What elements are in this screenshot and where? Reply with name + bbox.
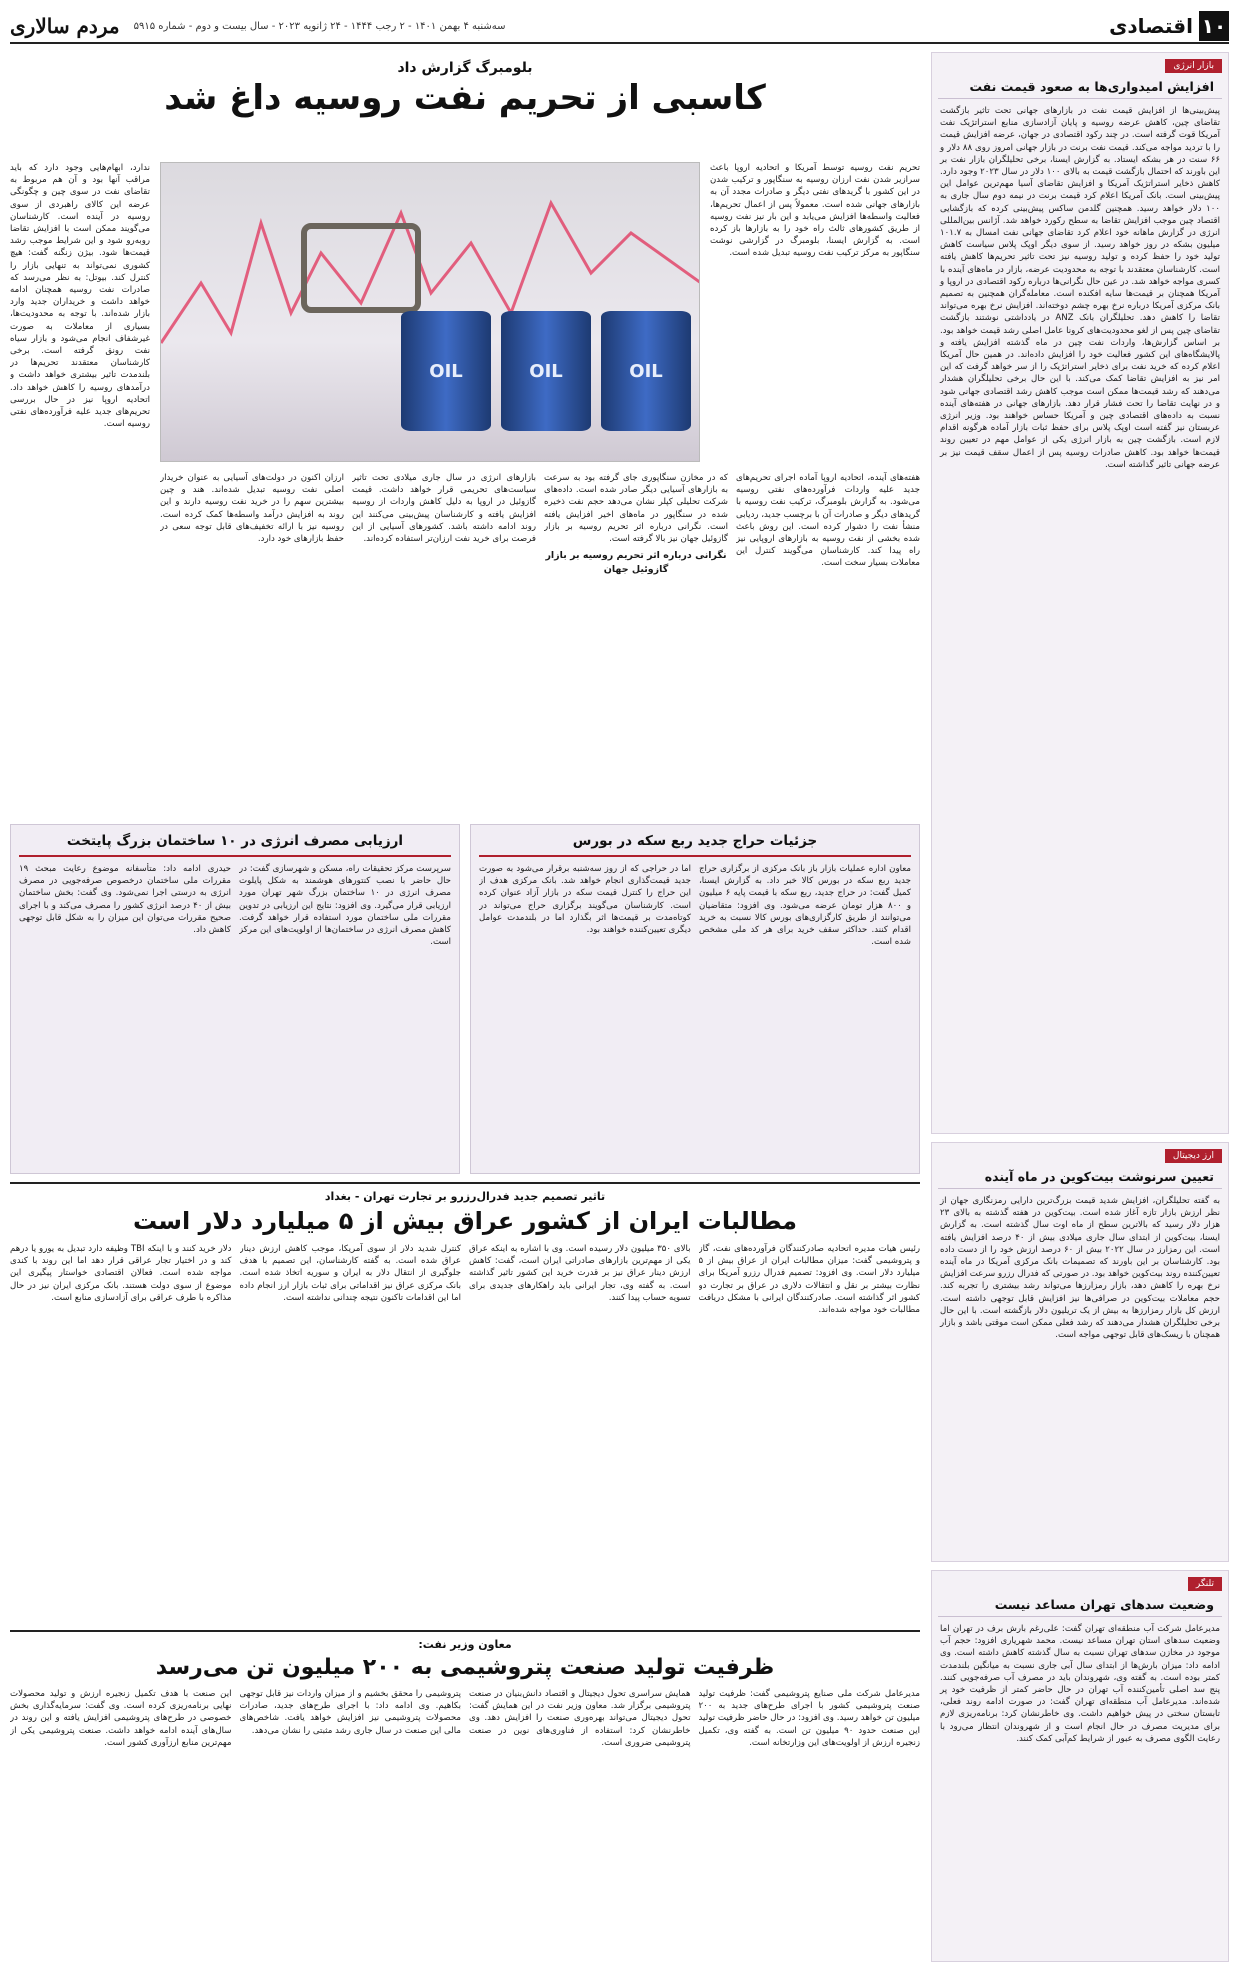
story-kicker: معاون وزیر نفت: (418, 1638, 512, 1651)
story-column: پتروشیمی را محقق بخشیم و از میزان واردات نیز قابل توجهی بکاهیم. وی ادامه داد: با اجرای طرح‌های جدید، صادرات محصولات پتروشیمی نیز افزایش خواهد یافت. شاخص‌های مالی این صنعت در سال جاری رشد مثبتی را نشان می‌دهد. (239, 1689, 461, 1736)
article-title: وضعیت سدهای تهران مساعد نیست (938, 1591, 1222, 1617)
barrel: OIL (401, 311, 491, 431)
lead-subhead: نگرانی درباره اثر تحریم روسیه بر بازار گازوئیل جهان (545, 550, 727, 575)
box-column: معاون اداره عملیات بازار باز بانک مرکزی از برگزاری حراج جدید ربع سکه در بورس کالا خبر داد. به گزارش ایسنا، کمیل گفت: در حراج جدید، ربع سکه با قیمت پایه ۶ میلیون و ۸۰۰ هزار تومان عرضه می‌شود. وی افزود: متقاضیان می‌توانند از طریق کارگزاری‌های بورس کالا نسبت به خرید اقدام کنند. حداکثر سقف خرید برای هر کد ملی مشخص شده است. (699, 864, 911, 948)
bitcoin-article (931, 1142, 1229, 1562)
lead-bottom-column-text: که در مخازن سنگاپوری جای گرفته بود به سرعت به بازارهای آسیایی دیگر صادر شده است. داده‌های شرکت تحلیلی کپلر نشان می‌دهد حجم نفت ذخیره شده در سنگاپور در ماه‌های اخیر افزایش یافته است. نگرانی درباره اثر تحریم روسیه بر بازار گازوئیل جهان نیز بالا گرفته است. (544, 473, 728, 545)
story-column: رئیس هیات مدیره اتحادیه صادرکنندگان فرآورده‌های نفت، گاز و پتروشیمی گفت: میزان مطالبات ایران از عراق بیش از ۵ میلیارد دلار است. وی افزود: تصمیم فدرال رزرو آمریکا برای نظارت بیشتر بر نقل و انتقالات دلاری در عراق بر تجارت دو کشور اثر گذاشته است. صادرکنندگان ایرانی با مشکل دریافت مطالبات خود مواجه شده‌اند. (698, 1244, 920, 1316)
section-tag: ارز دیجیتال (1165, 1149, 1222, 1163)
section-tag: بازار انرژی (1165, 59, 1222, 73)
newspaper-name: مردم سالاری (10, 14, 120, 38)
story-column: این صنعت با هدف تکمیل زنجیره ارزش و تولید محصولات نهایی برنامه‌ریزی کرده است. وی گفت: سرمایه‌گذاری بخش خصوصی در طرح‌های پتروشیمی افزایش یافته و این روند در سال‌های آینده ادامه خواهد داشت. صنعت پتروشیمی یکی از مهم‌ترین منابع ارزآوری کشور است. (10, 1689, 232, 1748)
article-body: مدیرعامل شرکت آب منطقه‌ای تهران گفت: علی‌رغم بارش برف در تهران اما وضعیت سدهای استان تهران مساعد نیست. محمد شهریاری افزود: حجم آب موجود در مخازن سدهای تهران نسبت به سال گذشته کاهش داشته است. وی ادامه داد: میزان بارش‌ها از ابتدای سال آبی جاری نسبت به میانگین بلندمدت کمتر بوده است. به گفته وی، شهروندان باید در مصرف آب صرفه‌جویی کنند. پنج سد اصلی تأمین‌کننده آب تهران در حال حاضر کمتر از ظرفیت خود پر شده‌اند. مدیرعامل آب منطقه‌ای تهران گفت: در صورت ادامه روند فعلی، تابستان سختی در پیش خواهیم داشت. وی خاطرنشان کرد: برنامه‌ریزی لازم برای مدیریت مصرف در حال انجام است و از شهروندان انتظار می‌رود با رعایت الگوی مصرف به عبور از شرایط کم‌آبی کمک کنند. (940, 1624, 1220, 1744)
lead-bottom-column: هفته‌های آینده، اتحادیه اروپا آماده اجرای تحریم‌های جدید علیه واردات فرآورده‌های نفتی روسیه می‌شود. به گزارش بلومبرگ، ترکیب نفت روسیه با گریدهای دیگر و صادرات آن با برچسب جدید، ردیابی منشأ نفت را دشوار کرده است. این روش باعث شده بخشی از نفت روسیه به بازارهای اروپایی نیز راه پیدا کند. کارشناسان می‌گویند کنترل این معاملات بسیار سخت است. (736, 473, 920, 569)
oil-barrels-photo (160, 162, 700, 462)
story-column: همایش سراسری تحول دیجیتال و اقتصاد دانش‌بنیان در صنعت پتروشیمی برگزار شد. معاون وزیر نفت در این همایش گفت: تحول دیجیتال می‌تواند بهره‌وری صنعت را افزایش دهد. وی خاطرنشان کرد: استفاده از فناوری‌های نوین در صنعت پتروشیمی ضروری است. (469, 1689, 691, 1748)
lead-story (10, 52, 920, 812)
boxed-stories (10, 824, 920, 1174)
article-title: تعیین سرنوشت بیت‌کوین در ماه آینده (938, 1163, 1222, 1189)
coin-auction-box (470, 824, 920, 1174)
lead-bottom-column: ارزان اکنون در دولت‌های آسیایی به عنوان خریدار اصلی نفت روسیه تبدیل شده‌اند. هند و چین بیشترین سهم را در خرید نفت روسیه دارند و این روند به افزایش درآمد واسطه‌ها کمک کرده است. روسیه نیز با ارائه تخفیف‌های قابل توجه سعی در حفظ بازارهای خود دارد. (160, 473, 344, 545)
page-number: ۱۰ (1199, 11, 1229, 41)
dateline: سه‌شنبه ۴ بهمن ۱۴۰۱ - ۲ رجب ۱۴۴۴ - ۲۴ ژانویه ۲۰۲۳ - سال بیست و دوم - شماره ۵۹۱۵ (133, 20, 506, 32)
lead-column-right: تحریم نفت روسیه توسط آمریکا و اتحادیه اروپا باعث سرازیر شدن نفت ارزان روسیه به سنگاپور و ترکیب شدن در این کشور با گریدهای نفتی دیگر و صادرات مجدد آن به بازارهای جهانی شده است. معمولاً پس از اعمال تحریم‌ها، فعالیت واسطه‌ها افزایش می‌یابد و این بار نیز نفت روسیه از طریق کشورهای ثالث راه خود را به بازارها باز کرده است. به گزارش ایسنا، بلومبرگ در گزارشی نوشت سنگاپور به مرکز ترکیب نفت روسیه تبدیل شده است. (710, 163, 920, 259)
article-body: به گفته تحلیلگران، افزایش شدید قیمت بزرگ‌ترین دارایی رمزنگاری جهان از نظر ارزش بازار تازه آغاز شده است. بیت‌کوین در هفته گذشته به بالای ۲۳ هزار دلار رسید که بالاترین سطح از ماه اوت سال گذشته است. به گزارش ایسنا، بیت‌کوین از ابتدای سال جاری میلادی بیش از ۴۰ درصد افزایش یافته است. این رمزارز در سال ۲۰۲۲ بیش از ۶۰ درصد ارزش خود را از دست داده بود. کارشناسان بر این باورند که تصمیمات بانک مرکزی آمریکا در ماه آینده تعیین‌کننده روند بیت‌کوین خواهد بود. در صورتی که فدرال رزرو سرعت افزایش نرخ بهره را کاهش دهد، بازار رمزارزها می‌تواند رشد بیشتری را تجربه کند. حجم معاملات بیت‌کوین در صرافی‌ها نیز افزایش قابل توجهی داشته است. ارزش کل بازار رمزارزها به بیش از یک تریلیون دلار بازگشته است. با این حال برخی تحلیلگران هشدار می‌دهند که رشد فعلی ممکن است موقتی باشد و بازار همچنان با ریسک‌های قابل توجهی مواجه است. (940, 1196, 1220, 1341)
story-column: دلار خرید کنند و با اینکه TBI وظیفه دارد تبدیل به یورو یا درهم کند و در اختیار تجار عراقی قرار دهد اما این روند با کندی مواجه شده است. فعالان اقتصادی خواستار پیگیری این موضوع از سوی دولت هستند. بانک مرکزی ایران نیز در حال مذاکره با طرف عراقی برای آزادسازی منابع است. (10, 1244, 232, 1303)
petrochemical-story (10, 1630, 920, 1970)
story-headline: مطالبات ایران از کشور عراق بیش از ۵ میلیارد دلار است (133, 1207, 797, 1235)
oil-price-article (931, 52, 1229, 1134)
lead-column-left: ندارد، ابهام‌هایی وجود دارد که باید مراقب آنها بود و آن هم مربوط به تقاضای نفت در سوی چین و چگونگی عرضه این کالای راهبردی از سوی روسیه در آینده است. کارشناسان می‌گویند ممکن است با افزایش تقاضا روبه‌رو شود و این شرایط موجب رشد قیمت‌ها شود. بیژن زنگنه گفت: هیچ کشوری نمی‌تواند به تنهایی بازار را کنترل کند. بیوتل: به نظر می‌رسد که صادرات نفت روسیه همچنان ادامه خواهد داشت و خریداران جدید وارد بازار شده‌اند. با توجه به محدودیت‌ها، بسیاری از معاملات به صورت غیرشفاف انجام می‌شود و بازار سیاه نفت رونق گرفته است. برخی کارشناسان معتقدند تحریم‌ها در بلندمدت تاثیر بیشتری خواهد داشت و درآمدهای روسیه را کاهش خواهد داد. اتحادیه اروپا نیز در حال بررسی تحریم‌های جدید علیه فرآورده‌های نفتی روسیه است. (10, 163, 150, 430)
box-title: ارزیابی مصرف انرژی در ۱۰ ساختمان بزرگ پایتخت (19, 833, 451, 857)
barrel: OIL (501, 311, 591, 431)
lead-bottom-column: بازارهای انرژی در سال جاری میلادی تحت تاثیر سیاست‌های تحریمی قرار خواهد داشت. قیمت گازوئیل در اروپا به دلیل کاهش واردات از روسیه افزایش یافته و کارشناسان پیش‌بینی می‌کنند این روند ادامه داشته باشد. کشورهای آسیایی از این فرصت برای خرید نفت ارزان‌تر استفاده کرده‌اند. (352, 473, 536, 545)
story-column: کنترل شدید دلار از سوی آمریکا، موجب کاهش ارزش دینار عراق شده است. به گفته کارشناسان، این تصمیم با هدف جلوگیری از انتقال دلار به ایران و سوریه اتخاذ شده است. بانک مرکزی عراق نیز اقداماتی برای ثبات بازار ارز انجام داده اما این اقدامات تاکنون نتیجه چندانی نداشته است. (239, 1244, 461, 1303)
lead-headline: کاسبی از تحریم نفت روسیه داغ شد (164, 78, 766, 118)
box-column: سرپرست مرکز تحقیقات راه، مسکن و شهرسازی گفت: در حال حاضر با نصب کنتورهای هوشمند به شکل پایلوت مصرف انرژی در ۱۰ ساختمان بزرگ شهر تهران مورد ارزیابی قرار می‌گیرد. وی افزود: نتایج این ارزیابی در تدوین مقررات ملی ساختمان مورد استفاده قرار خواهد گرفت. کاهش مصرف انرژی در ساختمان‌ها از اولویت‌های این مرکز است. (239, 864, 451, 948)
tehran-dams-article (931, 1570, 1229, 1962)
story-column: مدیرعامل شرکت ملی صنایع پتروشیمی گفت: ظرفیت تولید صنعت پتروشیمی کشور با اجرای طرح‌های جدید به ۲۰۰ میلیون تن خواهد رسید. وی افزود: در حال حاضر ظرفیت تولید این صنعت حدود ۹۰ میلیون تن است. به گفته وی، تکمیل زنجیره ارزش از اولویت‌های این وزارتخانه است. (698, 1689, 920, 1748)
story-column: بالای ۳۵۰ میلیون دلار رسیده است. وی با اشاره به اینکه عراق یکی از مهم‌ترین بازارهای صادراتی ایران است، گفت: کاهش ارزش دینار عراق نیز بر قدرت خرید این کشور تاثیر گذاشته است. به گفته وی، تجار ایرانی باید راهکارهای جدیدی برای تسویه حساب پیدا کنند. (469, 1244, 691, 1303)
barrel: OIL (601, 311, 691, 431)
article-title: افزایش امیدواری‌ها به صعود قیمت نفت (938, 73, 1222, 99)
iraq-debt-story (10, 1182, 920, 1622)
box-column: اما در حراجی که از روز سه‌شنبه برقرار می‌شود به صورت جدید قیمت‌گذاری انجام خواهد شد. بانک مرکزی هدف از این حراج را کنترل قیمت سکه در بازار آزاد عنوان کرده است. کارشناسان می‌گویند برگزاری حراج می‌تواند در کوتاه‌مدت بر قیمت‌ها اثر بگذارد اما در بلندمدت عوامل دیگری تعیین‌کننده خواهند بود. (479, 864, 691, 936)
lead-kicker: بلومبرگ گزارش داد (397, 60, 533, 76)
box-title: جزئیات حراج جدید ربع سکه در بورس (479, 833, 911, 857)
box-column: حیدری ادامه داد: متأسفانه موضوع رعایت مبحث ۱۹ مقررات ملی ساختمان درخصوص صرفه‌جویی در مصرف انرژی به درستی اجرا نمی‌شود. وی گفت: بخش ساختمان بیش از ۴۰ درصد انرژی کشور را مصرف می‌کند و با اجرای صحیح مقررات می‌توان این میزان را به شکل قابل توجهی کاهش داد. (19, 864, 231, 936)
energy-buildings-box (10, 824, 460, 1174)
lead-bottom-columns (160, 472, 920, 802)
sidebar (931, 52, 1229, 1967)
section-title: اقتصادی (1109, 14, 1193, 38)
story-kicker: تاثیر تصمیم جدید فدرال‌رزرو بر تجارت تهران - بغداد (324, 1190, 606, 1203)
lead-bottom-column (544, 472, 728, 802)
article-body: پیش‌بینی‌ها از افزایش قیمت نفت در بازارهای جهانی تحت تاثیر بازگشت تقاضای چین، کاهش عرضه روسیه و پایان آزادسازی منابع استراتژیک نفت آمریکا قوت گرفته است. در چند رکود اقتصادی در جهان، عرضه افزایش قیمت را با تردید مواجه می‌کند. قیمت نفت برنت در بازار جهانی امروز روی ۸۸ دلار و ۶۶ سنت در هر بشکه ایستاد. به گزارش ایسنا، برخی تحلیلگران بازار نفت بر این باورند که احتمال بازگشت قیمت به بالای ۱۰۰ دلار در سال ۲۰۲۳ وجود دارد. کاهش ذخایر استراتژیک آمریکا و افزایش تقاضای آسیا مهم‌ترین عوامل این پیش‌بینی است. بانک آمریکا اعلام کرد قیمت برنت در نیمه دوم سال جاری به ۱۰۰ دلار خواهد رسید. همچنین گلدمن ساکس پیش‌بینی کرده که بازگشایی اقتصاد چین موجب افزایش تقاضا به سطح رکورد خواهد شد. آژانس بین‌المللی انرژی در گزارش ماهانه خود اعلام کرد تقاضای جهانی نفت امسال به ۱۰۱.۷ میلیون بشکه در روز خواهد رسید. از سوی دیگر اوپک پلاس سیاست کاهش تولید خود را حفظ کرده و تولید روسیه نیز تحت تاثیر تحریم‌ها کاهش یافته است. کارشناسان معتقدند با توجه به محدودیت عرضه، بازار در ماه‌های آینده با کسری مواجه خواهد شد. در عین حال نگرانی‌ها درباره رکود اقتصادی در اروپا و آمریکا همچنان بر قیمت‌ها سایه افکنده است. معامله‌گران همچنین به تصمیم بانک مرکزی آمریکا درباره نرخ بهره چشم دوخته‌اند. افزایش نرخ بهره می‌تواند تقاضا را کاهش دهد. تحلیلگران بانک ANZ در یادداشتی نوشتند بازگشت تقاضای چین پس از لغو محدودیت‌های کرونا عامل اصلی رشد قیمت خواهد بود. بر اساس گزارش‌ها، واردات نفت چین در ماه گذشته افزایش یافته و پالایشگاه‌های این کشور فعالیت خود را افزایش داده‌اند. در همین حال آمریکا اعلام کرده که خرید نفت برای ذخایر استراتژیک را از سر خواهد گرفت که این امر نیز به افزایش تقاضا کمک می‌کند. با این حال برخی تحلیلگران هشدار می‌دهند که رشد قیمت‌ها ممکن است موجب کاهش رشد اقتصادی جهانی شود و در نهایت تقاضا را تحت فشار قرار دهد. بازارهای جهانی در هفته‌های آینده نسبت به داده‌های اقتصادی چین و آمریکا حساس خواهند بود. وزیر انرژی عربستان نیز گفته است اوپک پلاس برای حفظ ثبات بازار آماده هرگونه اقدام لازم است. بازگشت چین به بازار انرژی یکی از عوامل مهم در تعیین روند قیمت‌ها خواهد بود. کاهش صادرات روسیه پس از اعمال سقف قیمت نیز بر عرضه جهانی تاثیر گذاشته است. (940, 106, 1220, 470)
masthead (10, 10, 1229, 44)
story-headline: ظرفیت تولید صنعت پتروشیمی به ۲۰۰ میلیون تن می‌رسد (155, 1655, 775, 1680)
section-tag: تلنگر (1188, 1577, 1222, 1591)
oil-pump-shape (301, 223, 421, 313)
